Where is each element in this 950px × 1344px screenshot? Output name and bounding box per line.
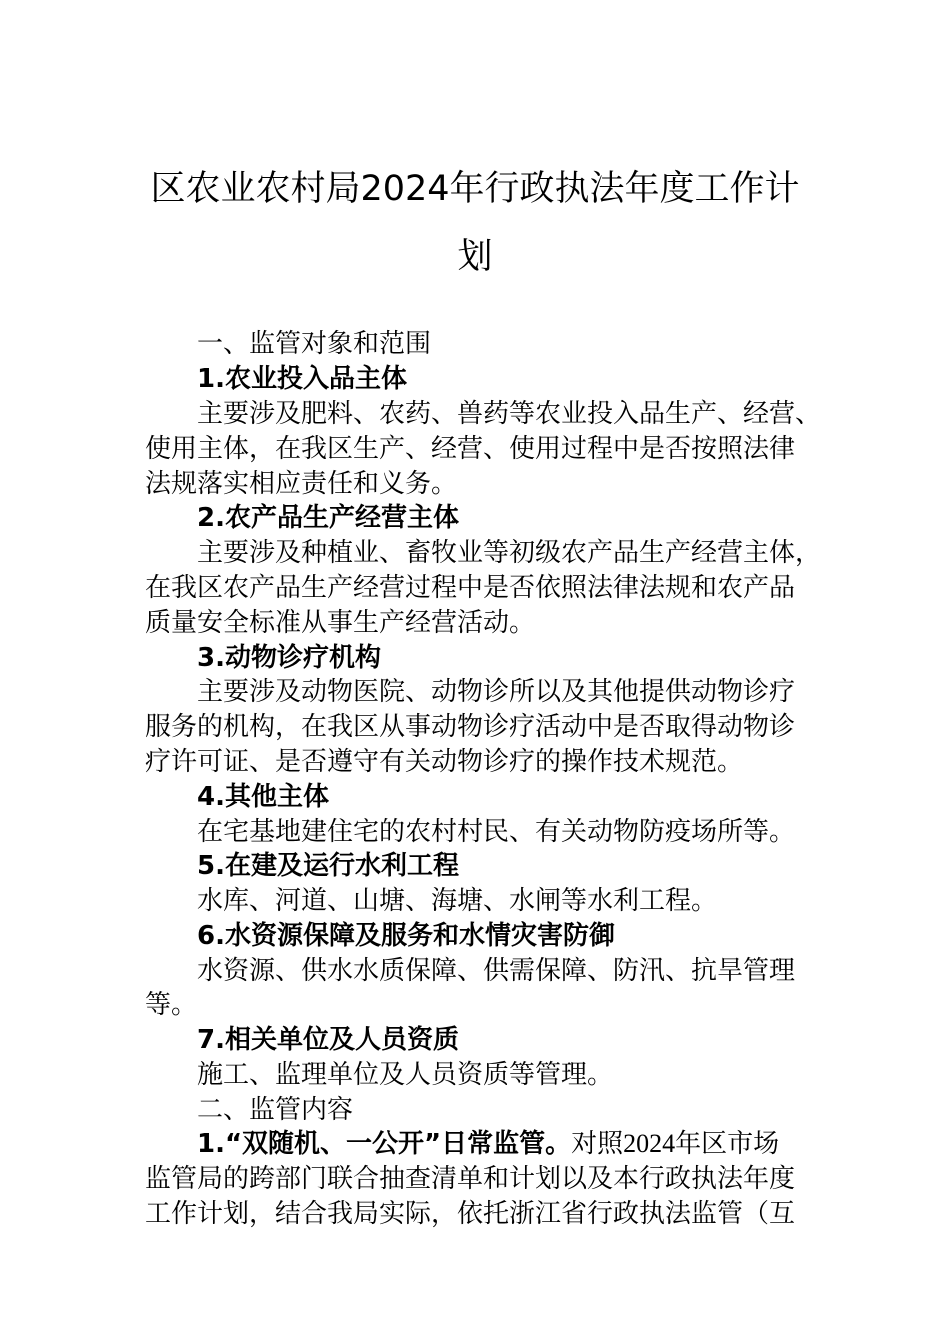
paragraph-text: 对照: [571, 1129, 624, 1159]
paragraph-lead: 1.“双随机、一公开”日常监管。: [197, 1129, 572, 1159]
item-4-title: 4.其他主体: [197, 782, 329, 812]
item-5-text: 水库、河道、山塘、海塘、水闸等水利工程。: [197, 886, 718, 916]
item-2-text: 质量安全标准从事生产经营活动。: [145, 608, 536, 638]
section-heading-2: 二、监管内容: [197, 1095, 354, 1125]
year-number: 2024: [623, 1129, 676, 1158]
item-7-text: 施工、监理单位及人员资质等管理。: [197, 1060, 614, 1090]
item-6-text: 水资源、供水水质保障、供需保障、防汛、抗旱管理: [197, 956, 796, 986]
item-7-title: 7.相关单位及人员资质: [197, 1025, 459, 1055]
item-3-text: 服务的机构，在我区从事动物诊疗活动中是否取得动物诊: [145, 712, 796, 742]
section-heading-1: 一、监管对象和范围: [197, 329, 432, 359]
item-4-text: 在宅基地建住宅的农村村民、有关动物防疫场所等。: [197, 817, 796, 847]
item-2-text: 在我区农产品生产经营过程中是否依照法律法规和农产品: [145, 573, 796, 603]
paragraph-text: 年区市场: [675, 1129, 780, 1159]
item-3-title: 3.动物诊疗机构: [197, 643, 381, 673]
item-1-text: 法规落实相应责任和义务。: [145, 469, 458, 499]
item-1-text: 使用主体，在我区生产、经营、使用过程中是否按照法律: [145, 434, 796, 464]
item-3-text: 疗许可证、是否遵守有关动物诊疗的操作技术规范。: [145, 747, 744, 777]
section2-paragraph-1-text: 监管局的跨部门联合抽查清单和计划以及本行政执法年度: [145, 1164, 796, 1194]
item-2-text: 主要涉及种植业、畜牧业等初级农产品生产经营主体，: [197, 538, 822, 568]
item-2-title: 2.农产品生产经营主体: [197, 503, 459, 533]
item-6-text: 等。: [145, 990, 198, 1020]
item-1-title: 1.农业投入品主体: [197, 364, 407, 394]
item-6-title: 6.水资源保障及服务和水情灾害防御: [197, 921, 615, 951]
page-title-continued: 划: [457, 237, 493, 277]
item-3-text: 主要涉及动物医院、动物诊所以及其他提供动物诊疗: [197, 677, 796, 707]
item-5-title: 5.在建及运行水利工程: [197, 851, 459, 881]
page-title: 区农业农村局2024年行政执法年度工作计: [150, 169, 800, 209]
section2-paragraph-1: [197, 1127, 877, 1161]
section2-paragraph-1-text: 工作计划，结合我局实际，依托浙江省行政执法监管（互: [145, 1199, 796, 1229]
item-1-text: 主要涉及肥料、农药、兽药等农业投入品生产、经营、: [197, 399, 822, 429]
